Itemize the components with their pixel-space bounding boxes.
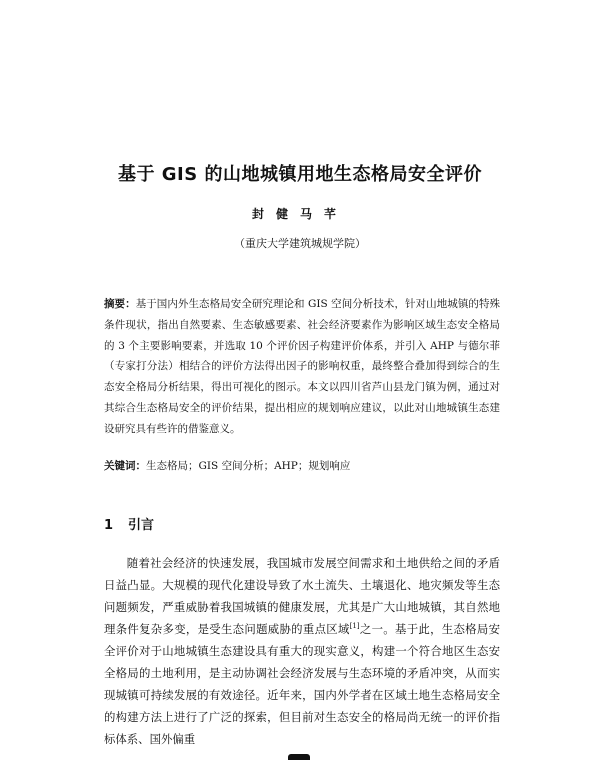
abstract <box>104 294 500 440</box>
keywords-label: 关键词： <box>104 460 146 472</box>
keywords <box>104 456 500 476</box>
section-heading <box>104 514 154 533</box>
page-edge-mark <box>288 754 310 760</box>
citation-marker: [1] <box>349 622 360 631</box>
keywords-text: 生态格局；GIS 空间分析；AHP；规划响应 <box>146 460 351 472</box>
author-affiliation: （重庆大学建筑城规学院） <box>234 237 366 250</box>
abstract-label: 摘要： <box>104 298 136 310</box>
section-title: 引言 <box>128 518 155 533</box>
author-names: 封健马芊 <box>251 207 348 221</box>
body-text-part-2: 之一。基于此，生态格局安全评价对于山地城镇生态建设具有重大的现实意义，构建一个符合地区生态安全格局的土地利用，是主动协调社会经济发展与生态环境的矛盾冲突，从而实现城镇可持续发展的有效途径。近年来，国内外学者在区域土地生态格局安全的构建方法上进行了广泛的探索，但目前对生态安全的格局尚无统一的评价指标体系、国外偏重 <box>104 622 500 746</box>
body-paragraph <box>104 552 500 750</box>
section-number: 1 <box>104 518 114 533</box>
abstract-text: 基于国内外生态格局安全研究理论和 GIS 空间分析技术，针对山地城镇的特殊条件现状，指出自然要素、生态敏感要素、社会经济要素作为影响区域生态安全格局的 3 个主要影响要素，并选取 10 个评价因子构建评价体系，并引入 AHP 与德尔菲（专家打分法）相结合的评价方法得出因子的影响权重，最终整合叠加得到综合的生态安全格局分析结果，得出可视化的图示。本文以四川省芦山县龙门镇为例，通过对其综合生态格局安全的评价结果，提出相应的规划响应建议，以此对山地城镇生态建设研究具有些许的借鉴意义。 <box>104 298 501 435</box>
body-text-part-1: 随着社会经济的快速发展，我国城市发展空间需求和土地供给之间的矛盾日益凸显。大规模的现代化建设导致了水土流失、土壤退化、地灾频发等生态问题频发，严重威胁着我国城镇的健康发展，尤其是广大山地城镇，其自然地理条件复杂多变，是受生态问题威胁的重点区域 <box>104 556 500 636</box>
paper-title: 基于 GIS 的山地城镇用地生态格局安全评价 <box>118 164 482 185</box>
